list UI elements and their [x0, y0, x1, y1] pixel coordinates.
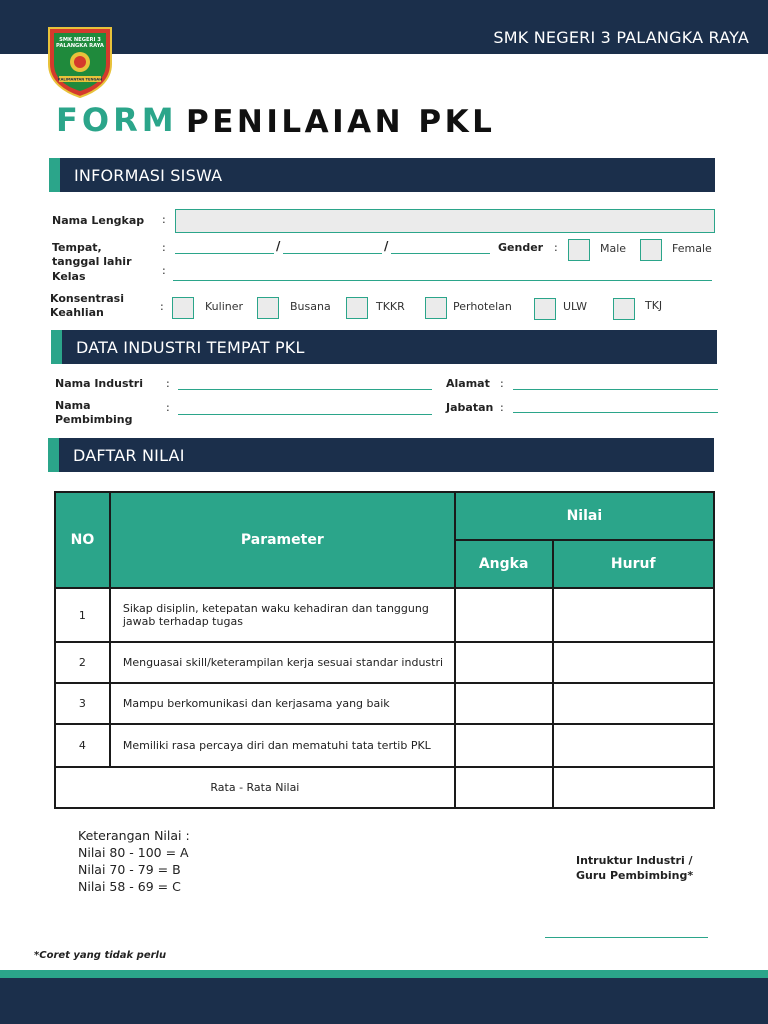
option-kuliner: Kuliner: [205, 300, 244, 313]
option-busana: Busana: [290, 300, 331, 313]
tahun-input[interactable]: [391, 253, 490, 254]
section-title-industri: DATA INDUSTRI TEMPAT PKL: [76, 338, 305, 357]
perhotelan-checkbox[interactable]: [425, 297, 447, 319]
huruf-cell[interactable]: [553, 642, 714, 683]
option-perhotelan: Perhotelan: [453, 300, 512, 313]
pembimbing-input[interactable]: [178, 414, 432, 415]
colon: :: [162, 241, 166, 254]
ttl-label: Tempat, tanggal lahir: [52, 241, 132, 268]
option-tkj: TKJ: [645, 299, 663, 312]
jabatan-label: Jabatan: [446, 401, 494, 414]
nama-label: Nama Lengkap: [52, 214, 145, 227]
nama-industri-input[interactable]: [178, 389, 432, 390]
colon: :: [500, 377, 504, 390]
title-form: FORM: [56, 101, 178, 139]
row-parameter: Sikap disiplin, ketepatan waku kehadiran dan tanggung jawab terhadap tugas: [110, 588, 455, 642]
row-parameter: Memiliki rasa percaya diri dan mematuhi tata tertib PKL: [110, 724, 455, 767]
grade-legend-line: Nilai 70 - 79 = B: [78, 862, 181, 877]
row-number: 3: [55, 683, 110, 724]
signature-label: Intruktur Industri / Guru Pembimbing*: [576, 854, 694, 882]
date-separator: /: [276, 239, 281, 253]
angka-cell[interactable]: [455, 588, 553, 642]
huruf-cell[interactable]: [553, 683, 714, 724]
colon: :: [166, 401, 170, 414]
average-huruf-cell[interactable]: [553, 767, 714, 808]
signature-line[interactable]: [545, 937, 708, 938]
alamat-input[interactable]: [513, 389, 718, 390]
huruf-cell[interactable]: [553, 588, 714, 642]
logo-text-top: SMK NEGERI 3: [59, 37, 101, 43]
nama-industri-label: Nama Industri: [55, 377, 143, 390]
female-checkbox[interactable]: [640, 239, 662, 261]
gender-label: Gender: [498, 241, 544, 254]
section-header-siswa: [49, 158, 715, 192]
alamat-label: Alamat: [446, 377, 490, 390]
grade-legend-title: Keterangan Nilai :: [78, 828, 190, 843]
pembimbing-label: Nama Pembimbing: [55, 399, 133, 426]
score-table: [54, 491, 715, 809]
kelas-label: Kelas: [52, 270, 86, 283]
logo-text-bottom: KALIMANTAN TENGAH: [57, 77, 103, 82]
school-name: SMK NEGERI 3 PALANGKA RAYA: [493, 28, 749, 47]
konsentrasi-label: Konsentrasi Keahlian: [50, 292, 124, 319]
tkkr-checkbox[interactable]: [346, 297, 368, 319]
logo-text-mid: PALANGKA RAYA: [56, 43, 104, 49]
row-number: 1: [55, 588, 110, 642]
grade-legend-line: Nilai 58 - 69 = C: [78, 879, 181, 894]
colon: :: [162, 213, 166, 226]
table-row: [55, 683, 714, 724]
footer-bar: [0, 978, 768, 1024]
section-accent: [49, 158, 60, 192]
section-title-nilai: DAFTAR NILAI: [73, 446, 185, 465]
kuliner-checkbox[interactable]: [172, 297, 194, 319]
row-number: 4: [55, 724, 110, 767]
kelas-input[interactable]: [173, 280, 712, 281]
top-bar: [0, 0, 768, 54]
title-main: PENILAIAN PKL: [186, 104, 496, 140]
tempat-input[interactable]: [175, 253, 274, 254]
tkj-checkbox[interactable]: [613, 298, 635, 320]
table-row: [55, 588, 714, 642]
colon: :: [500, 401, 504, 414]
section-title-siswa: INFORMASI SISWA: [74, 166, 223, 185]
option-tkkr: TKKR: [376, 300, 405, 313]
section-header-industri: [51, 330, 717, 364]
average-angka-cell[interactable]: [455, 767, 553, 808]
ulw-checkbox[interactable]: [534, 298, 556, 320]
male-checkbox[interactable]: [568, 239, 590, 261]
row-number: 2: [55, 642, 110, 683]
col-no-header: NO: [55, 492, 110, 588]
grade-legend: [78, 827, 190, 895]
jabatan-input[interactable]: [513, 412, 718, 413]
colon: :: [166, 377, 170, 390]
col-angka-header: Angka: [455, 540, 553, 588]
male-label: Male: [600, 242, 627, 255]
female-label: Female: [672, 242, 712, 255]
section-accent: [48, 438, 59, 472]
col-nilai-header: Nilai: [455, 492, 714, 540]
row-parameter: Menguasai skill/keterampilan kerja sesuai standar industri: [110, 642, 455, 683]
colon: :: [554, 241, 558, 254]
huruf-cell[interactable]: [553, 724, 714, 767]
angka-cell[interactable]: [455, 683, 553, 724]
nama-lengkap-input[interactable]: [175, 209, 715, 233]
footnote: *Coret yang tidak perlu: [34, 950, 167, 961]
colon: :: [160, 300, 164, 313]
busana-checkbox[interactable]: [257, 297, 279, 319]
school-logo: [45, 24, 115, 98]
row-parameter: Mampu berkomunikasi dan kerjasama yang baik: [110, 683, 455, 724]
col-huruf-header: Huruf: [553, 540, 714, 588]
date-separator: /: [384, 239, 389, 253]
angka-cell[interactable]: [455, 724, 553, 767]
col-parameter-header: Parameter: [110, 492, 455, 588]
option-ulw: ULW: [563, 300, 588, 313]
grade-legend-line: Nilai 80 - 100 = A: [78, 845, 189, 860]
average-row: [55, 767, 714, 808]
average-label: Rata - Rata Nilai: [55, 767, 455, 808]
angka-cell[interactable]: [455, 642, 553, 683]
section-accent: [51, 330, 62, 364]
table-row: [55, 642, 714, 683]
tanggal-input[interactable]: [283, 253, 382, 254]
colon: :: [162, 264, 166, 277]
table-row: [55, 724, 714, 767]
section-header-nilai: [48, 438, 714, 472]
footer-accent-bar: [0, 970, 768, 978]
